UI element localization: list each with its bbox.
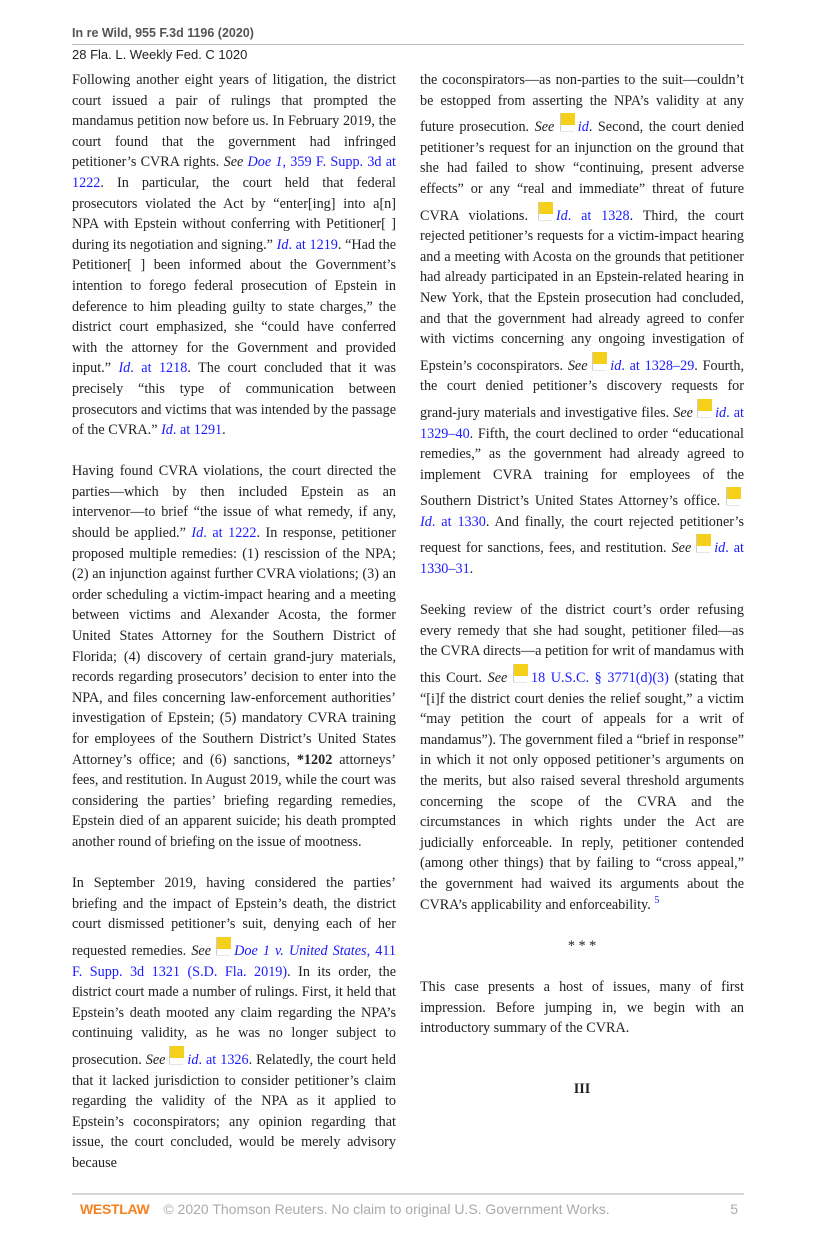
text-run: See xyxy=(534,119,560,136)
text-run: This case presents a host of issues, many of first impression. Before jumping in, we begin with an introductory summary of the CVRA. xyxy=(420,978,744,1037)
text-run: (stating that “[i]f the district court denies the relief sought,” a victim “may petition the court of appeals for a writ of mandamus”). The government filed a “brief in response” in which it not only opposed petitioner’s arguments on the merits, but also raised several threshold arguments concerning the scope of the CVRA and the circumstances in which rights under the Act are judicially enforceable. In reply, petitioner contended (among other things) that by failing to “cross appeal,” the government had waived its arguments about the CVRA’s applicability and enforceability. xyxy=(420,670,744,913)
citation-link[interactable]: . at 1328–29 xyxy=(621,357,695,374)
text-run: III xyxy=(573,1080,591,1097)
flag-icon[interactable] xyxy=(592,350,608,372)
footnote-link[interactable]: 5 xyxy=(654,894,660,906)
citation-link[interactable]: Id xyxy=(191,525,204,542)
text-run: Following another eight years of litigation, the district court issued a pair of rulings that prompted the mandamus petition now before us. In February 2019, the court found that the government had infringed petitioner’s CVRA rights. xyxy=(72,72,396,171)
citation-link[interactable]: , 359 F. Supp. 3d at 1222 xyxy=(72,154,396,191)
citation-link[interactable]: . at 1219 xyxy=(288,236,338,253)
text-run: See xyxy=(191,942,217,959)
paragraph xyxy=(72,873,396,1173)
paragraph xyxy=(420,977,744,1039)
paragraph xyxy=(420,600,744,915)
citation-link[interactable]: . at 1330–31 xyxy=(420,540,744,578)
citation-link[interactable]: id xyxy=(577,119,589,136)
text-run: . Relatedly, the court held that it lacked jurisdiction to consider petitioner’s claim regarding the validity of the NPA as it applied to Epstein’s coconspirators; any opinion regarding that issue, the court concluded, would be merely advisory because xyxy=(72,1051,396,1171)
section-break xyxy=(420,936,744,957)
flag-icon[interactable] xyxy=(513,662,529,684)
flag-icon[interactable] xyxy=(697,397,713,419)
text-run: See xyxy=(145,1051,170,1068)
text-run: . In its order, the district court made a number of rulings. First, it held that Epstein’s death mooted any claim regarding the NPA’s continuing validity, as he was no longer subject to prosecution. xyxy=(72,963,397,1068)
paragraph xyxy=(72,461,396,852)
footer xyxy=(80,1199,738,1219)
text-run: . Fourth, the court denied petitioner’s discovery requests for grand-jury materials and investigative files. xyxy=(420,357,744,421)
header-divider xyxy=(72,44,744,45)
citation-link[interactable]: Id xyxy=(118,360,131,377)
text-run: . In particular, the court held that federal prosecutors violated the Act by “enter[ing] into a[n] NPA with Epstein without conferring with Petitioner[ ] during its negotiation and signing.” xyxy=(72,174,396,253)
text-run: . “Had the Petitioner[ ] been informed about the Government’s intention to forego federal prosecution of Epstein in deference to him pleading guilty to state charges,” the district court emphasized, she “could have conferred with the attorney for the Government and provided input.” xyxy=(72,236,396,377)
text-run: . Second, the court denied petitioner’s request for an injunction on the ground that she had failed to show “continuing, present adverse effects” or any “real and immediate” threat of future CVRA violations. xyxy=(420,119,744,224)
text-run: * * * xyxy=(567,937,597,954)
text-run: See xyxy=(223,154,248,171)
citation-link[interactable]: 18 U.S.C. § 3771(d)(3) xyxy=(530,670,669,687)
text-run: Having found CVRA violations, the court directed the parties—which by then included Epstein as an intervenor—to brief “the issue of what remedy, if any, should be applied.” xyxy=(72,463,396,542)
citation-link[interactable]: Id xyxy=(276,236,289,253)
citation-link[interactable]: . at 1291 xyxy=(172,422,223,439)
right-column xyxy=(420,70,744,1173)
section-heading xyxy=(420,1079,744,1100)
citation-link[interactable]: . at 1328 xyxy=(567,207,630,224)
left-column xyxy=(72,70,396,1173)
citation-link[interactable]: Id xyxy=(420,513,432,530)
text-run: . In response, petitioner proposed multiple remedies: (1) rescission of the NPA; (2) an injunction against further CVRA violations; (3) an order scheduling a victim-impact hearing and a meeting between victims and Alexander Acosta, the former United States Attorney for the Southern District of Florida; (4) discovery of certain grand-jury materials, records regarding prosecutors’ decision to enter into the NPA, and files concerning law-enforcement authorities’ investigation of Epstein; (5) mandatory CVRA training for employees of the Southern District’s United States Attorney’s office; and (6) sanctions, xyxy=(72,525,396,768)
citation-link[interactable]: Id xyxy=(555,207,568,224)
citation-link[interactable]: . at 1329–40 xyxy=(420,404,744,442)
text-run: In September 2019, having considered the parties’ briefing and the impact of Epstein’s death, the district court dismissed petitioner’s suit, denying each of her requested remedies. xyxy=(72,875,396,959)
footnote-ref xyxy=(654,892,659,906)
text-run: . Third, the court rejected petitioner’s requests for a victim-impact hearing and a meeting with Acosta on the grounds that petitioner had already participated in an Epstein-related hearing in New York, that the Epstein prosecution had concluded, and that the government had already agreed to confer with victims concerning any ongoing investigation of Epstein’s coconspirators. xyxy=(420,207,744,374)
text-run: Seeking review of the district court’s order refusing every remedy that she had sought, petitioner filed—as the CVRA directs—a petition for writ of mandamus with this Court. xyxy=(420,602,744,687)
star-page-marker: *1202 xyxy=(296,751,333,768)
westlaw-logo: WESTLAW xyxy=(80,1201,150,1218)
flag-icon[interactable] xyxy=(169,1044,185,1066)
citation-link[interactable]: , 411 F. Supp. 3d 1321 (S.D. Fla. 2019) xyxy=(72,942,396,980)
flag-icon[interactable] xyxy=(538,200,554,222)
citation-link[interactable]: Id xyxy=(161,422,173,439)
text-run: the coconspirators—as non-parties to the suit—couldn’t be estopped from asserting the NPA’s validity at any future prosecution. xyxy=(420,72,744,136)
text-run: . xyxy=(222,422,226,439)
citation-link[interactable]: id xyxy=(714,540,726,557)
text-run: See xyxy=(671,540,697,557)
text-run: See xyxy=(567,357,593,374)
citation-link[interactable]: . at 1330 xyxy=(431,513,486,530)
case-citation-header: In re Wild, 955 F.3d 1196 (2020) xyxy=(72,26,254,40)
footer-divider xyxy=(72,1193,744,1195)
paragraph xyxy=(72,70,396,441)
page-number: 5 xyxy=(730,1201,738,1218)
footer-spacer xyxy=(72,1173,744,1193)
flag-icon[interactable] xyxy=(560,111,576,133)
text-run: . xyxy=(469,561,474,578)
citation-link[interactable]: id xyxy=(610,357,622,374)
text-run: See xyxy=(487,670,513,687)
text-run: attorneys’ fees, and restitution. In August 2019, while the court was considering the parties’ briefing regarding remedies, Epstein died of an apparent suicide; his death prompted another round of briefing on the issue of mootness. xyxy=(72,751,396,850)
text-run: . The court concluded that it was precisely “this type of communication between prosecutors and victims that was intended by the passage of the CVRA.” xyxy=(72,360,396,439)
citation-link[interactable]: Doe 1 xyxy=(247,154,283,171)
text-run: . Fifth, the court declined to order “educational remedies,” as the government had already agreed to implement CVRA training for employees of the Southern District’s United States Attorney’s office. xyxy=(420,425,744,510)
citation-link[interactable]: Doe 1 v. United States xyxy=(234,942,367,959)
citation-link[interactable]: . at 1218 xyxy=(130,360,188,377)
text-run: See xyxy=(673,404,698,421)
flag-icon[interactable] xyxy=(216,935,232,957)
text-run: . And finally, the court rejected petitioner’s request for sanctions, fees, and restitution. xyxy=(420,513,744,557)
paragraph xyxy=(420,70,744,580)
citation-link[interactable]: id xyxy=(187,1051,199,1068)
parallel-citation: 28 Fla. L. Weekly Fed. C 1020 xyxy=(72,47,248,62)
flag-icon[interactable] xyxy=(726,485,742,507)
flag-icon[interactable] xyxy=(696,532,712,554)
two-column-body xyxy=(72,70,744,1173)
citation-link[interactable]: . at 1222 xyxy=(203,525,257,542)
citation-link[interactable]: . at 1326 xyxy=(198,1051,249,1068)
citation-link[interactable]: id xyxy=(715,404,727,421)
copyright-notice: © 2020 Thomson Reuters. No claim to original U.S. Government Works. xyxy=(163,1201,610,1218)
